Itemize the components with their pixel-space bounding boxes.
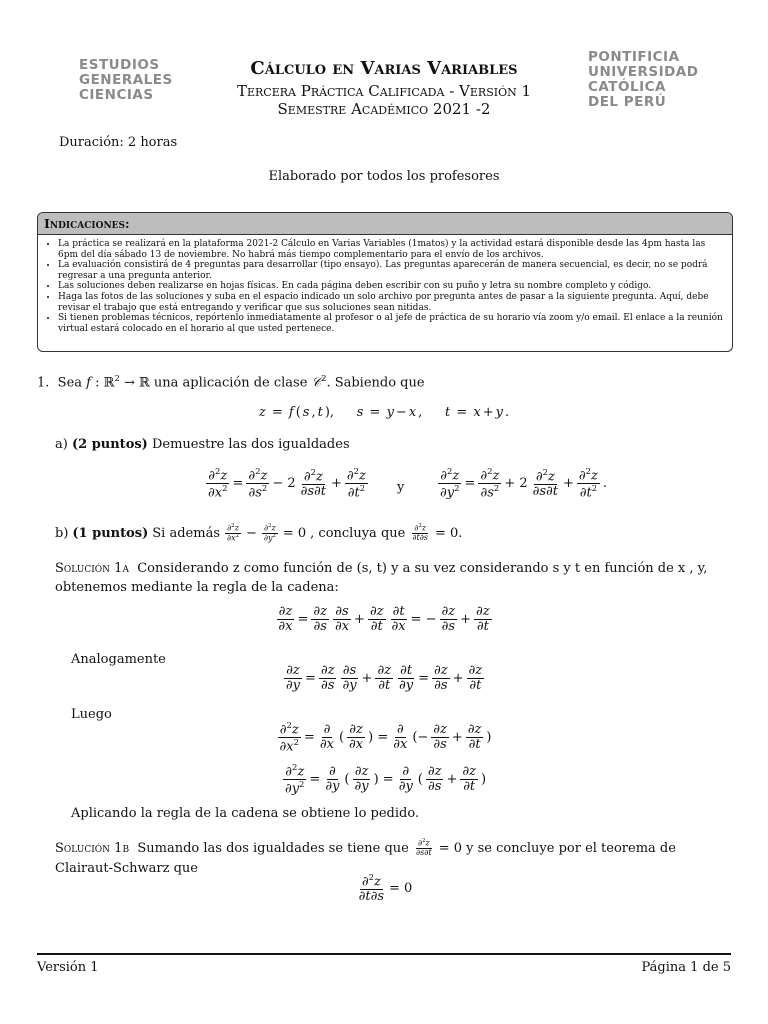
header-titles — [200, 58, 568, 118]
solution-1a — [55, 559, 735, 597]
part-b-text: Si además — [152, 526, 220, 542]
part-a — [55, 437, 350, 452]
right-logo-line: UNIVERSIDAD — [588, 64, 699, 80]
solution-1a-label: Solución 1a — [55, 561, 129, 576]
and-word: y — [397, 480, 405, 495]
left-logo-line: CIENCIAS — [79, 87, 154, 103]
given-relations: z = f ( s , t ), s = y − x , t = x + y . — [258, 405, 510, 420]
footer-page-number: Página 1 de 5 — [641, 960, 731, 975]
statement-text: Sea — [57, 375, 83, 391]
part-b-text: , concluya que — [310, 526, 406, 542]
left-logo — [79, 58, 173, 103]
page-title: Cálculo en Varias Variables — [250, 58, 518, 79]
solution-1b-text: Sumando las dos igualdades se tiene que — [137, 841, 409, 856]
problem-1-statement: 1. Sea f : ℝ$^2$ → ℝ una aplicación de clase 𝒞$^2$. Sabiendo que — [37, 373, 425, 391]
part-b-label: b) — [55, 526, 69, 542]
equation-d2zdy2: $\frac{\partial^2z}{\partial y^2}$ = $\frac{\partial}{\partial y}$ ( $\frac{\partial z}{\partial y}$ ) = $\frac{\partial}{\partial y}$ ( $\frac{\partial z}{\partial s}$ + $\frac{\partial z}{\partial t}$ ) — [284, 762, 487, 797]
problem-number: 1. — [37, 375, 50, 391]
part-b: b) (1 puntos) Si además $\frac{\partial^2z}{\partial x^2}$ − $\frac{\partial^2z}{\partial y^2}$ = 0 , concluya que $\frac{\partial^2z}{\partial t\partial s}$ = 0. — [55, 523, 463, 543]
applying-text: Aplicando la regla de la cadena se obtiene lo pedido. — [71, 806, 420, 821]
right-logo — [588, 50, 698, 110]
equation-xx: $\frac{\partial^2z}{\partial x^2}$ = $\frac{\partial^2z}{\partial s^2}$ − 2 $\frac{\partial^2z}{\partial s\partial t}$ + $\frac{\partial^2z}{\partial t^2}$ — [208, 466, 366, 501]
solution-1a-text: Considerando z como función de (s, t) y a su vez considerando s y t en función de x , y, obtenemos mediante la regla de la cadena: — [55, 561, 708, 595]
equation-conclusion: $\frac{\partial^2z}{\partial t\partial s}$ = 0 — [358, 872, 413, 904]
part-b-points: (1 puntos) — [72, 526, 149, 542]
part-a-points: (2 puntos) — [71, 437, 148, 452]
left-logo-line: ESTUDIOS — [79, 57, 160, 73]
statement-text: . Sabiendo que — [326, 375, 425, 391]
part-a-label: a) — [55, 437, 68, 452]
luego-text: Luego — [71, 707, 112, 722]
equation-dzdy: $\frac{\partial z}{\partial y}$ = $\frac{\partial z}{\partial s}$ $\frac{\partial s}{\partial y}$ + $\frac{\partial z}{\partial t}$ $\frac{\partial t}{\partial y}$ = $\frac{\partial z}{\partial s}$ + $\frac{\partial z}{\partial t}$ — [285, 663, 483, 693]
indications-heading: Indicaciones: — [38, 213, 732, 235]
indications-list — [38, 235, 732, 338]
equation-dzdx: $\frac{\partial z}{\partial x}$ = $\frac{\partial z}{\partial s}$ $\frac{\partial s}{\partial x}$ + $\frac{\partial z}{\partial t}$ $\frac{\partial t}{\partial x}$ = − $\frac{\partial z}{\partial s}$ + $\frac{\partial z}{\partial t}$ — [278, 604, 490, 634]
list-item: • Si tienen problemas técnicos, repórtenlo inmediatamente al profesor o al jefe de práctica de su horario vía zoom y/o email. El enlace a la reunión virtual estará colocado en el horario al que usted pertenece. — [58, 313, 724, 334]
analog-text: Analogamente — [71, 652, 166, 667]
statement-text: una aplicación de clase — [153, 375, 308, 391]
equation-d2zdx2: $\frac{\partial^2z}{\partial x^2}$ = $\frac{\partial}{\partial x}$ ( $\frac{\partial z}{\partial x}$ ) = $\frac{\partial}{\partial x}$ (− $\frac{\partial z}{\partial s}$ + $\frac{\partial z}{\partial t}$ ) — [279, 720, 492, 755]
solution-1b: Solución 1b Sumando las dos igualdades se tiene que $\frac{\partial^2z}{\partial s\partial t}$ = 0 y se concluye por el teorema de Clairaut-Schwarz que — [55, 838, 676, 876]
footer-divider — [37, 953, 731, 955]
footer-version: Versión 1 — [37, 960, 99, 975]
page-subtitle: Tercera Práctica Calificada - Versión 1 — [236, 82, 532, 100]
solution-1b-text: y se concluye por el teorema de Clairaut-Schwarz que — [55, 841, 676, 876]
list-item: • La práctica se realizará en la plataforma 2021-2 Cálculo en Varias Variables (1matos) y la actividad estará disponible desde las 4pm hasta las 6pm del día sábado 13 de noviembre. No habrá más tiempo complementario para el envío de los archivos. — [58, 239, 724, 260]
solution-1b-label: Solución 1b — [55, 841, 130, 856]
semester: Semestre Académico 2021 -2 — [277, 100, 491, 118]
indications-box — [37, 212, 733, 352]
duration: Duración: 2 horas — [59, 135, 178, 150]
elaborated-by: Elaborado por todos los profesores — [268, 169, 500, 184]
right-logo-line: PONTIFICIA — [588, 49, 680, 65]
left-logo-line: GENERALES — [79, 72, 173, 88]
part-a-text: Demuestre las dos igualdades — [151, 437, 350, 452]
list-item: • La evaluación consistirá de 4 preguntas para desarrollar (tipo ensayo). Las preguntas aparecerán de manera secuencial, es decir, no se podrá regresar a una pregunta anterior. — [58, 260, 724, 281]
right-logo-line: DEL PERÚ — [588, 94, 667, 110]
right-logo-line: CATÓLICA — [588, 79, 666, 95]
equation-yy: $\frac{\partial^2z}{\partial y^2}$ = $\frac{\partial^2z}{\partial s^2}$ + 2 $\frac{\partial^2z}{\partial s\partial t}$ + $\frac{\partial^2z}{\partial t^2}$ . — [440, 466, 608, 501]
list-item: • Las soluciones deben realizarse en hojas físicas. En cada página deben escribir con su puño y letra su nombre completo y código. — [58, 281, 724, 292]
list-item: • Haga las fotos de las soluciones y suba en el espacio indicado un solo archivo por pregunta antes de pasar a la siguiente pregunta. Aquí, debe revisar el trabajo que está entregando y verificar que sus soluciones sean nitidas. — [58, 292, 724, 313]
